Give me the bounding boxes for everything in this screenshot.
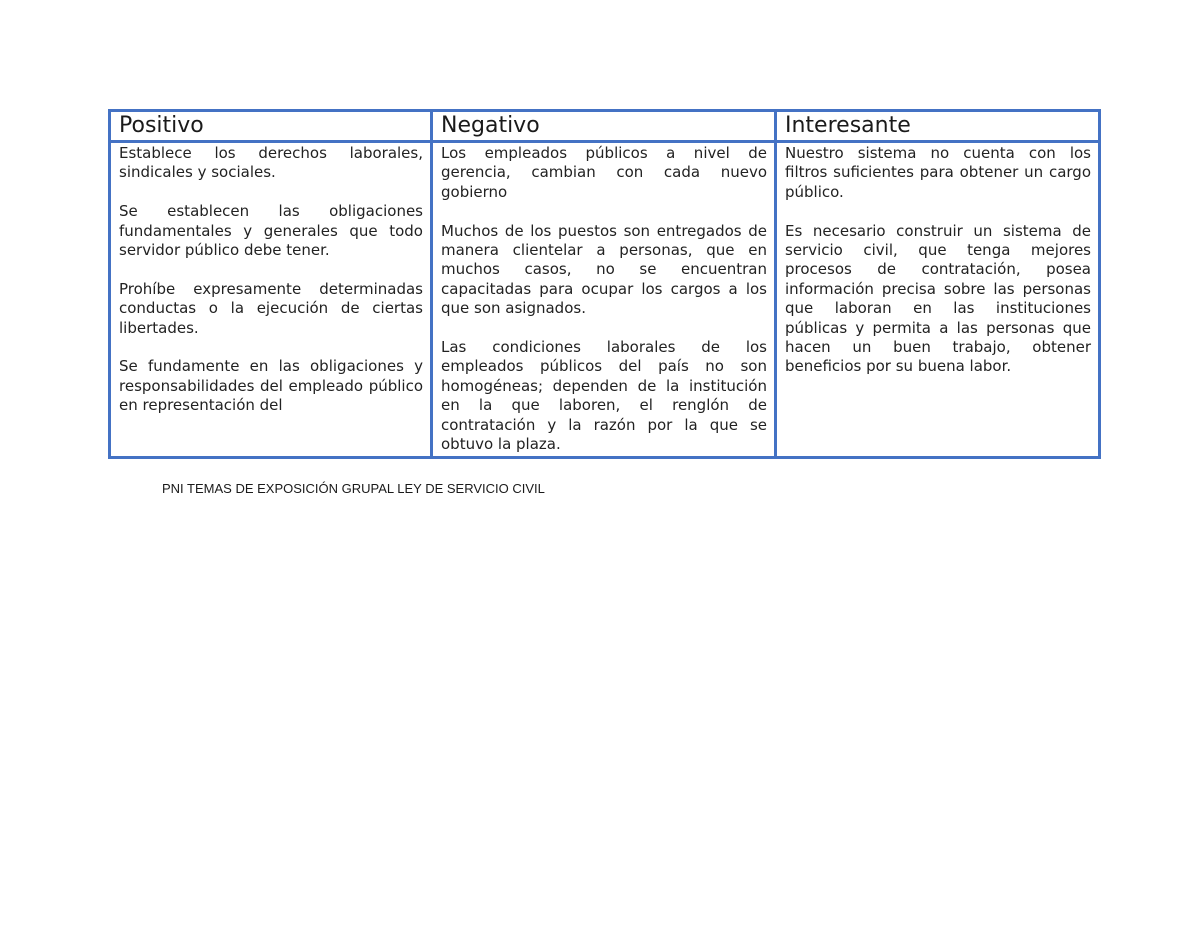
interesante-paragraph: Es necesario construir un sistema de servicio civil, que tenga mejores procesos de contratación, posea información precisa sobre las personas que laboran en las instituciones públicas y permita a las personas que hacen un buen trabajo, obtener beneficios por su buena labor. xyxy=(785,221,1091,376)
header-row xyxy=(110,111,1100,142)
negativo-paragraph: Muchos de los puestos son entregados de manera clientelar a personas, que en muchos casos, no se encuentran capacitadas para ocupar los cargos a los que son asignados. xyxy=(441,221,767,318)
pni-table xyxy=(108,109,1101,459)
positivo-cell xyxy=(110,142,432,458)
header-negativo: Negativo xyxy=(432,111,776,142)
negativo-paragraph: Los empleados públicos a nivel de gerencia, cambian con cada nuevo gobierno xyxy=(441,144,767,201)
interesante-paragraph: Nuestro sistema no cuenta con los filtros suficientes para obtener un cargo público. xyxy=(785,144,1091,201)
positivo-paragraph: Prohíbe expresamente determinadas conductas o la ejecución de ciertas libertades. xyxy=(119,279,423,337)
positivo-paragraph: Se fundamente en las obligaciones y responsabilidades del empleado público en representación del xyxy=(119,357,423,415)
positivo-paragraph: Establece los derechos laborales, sindicales y sociales. xyxy=(119,144,423,182)
interesante-cell xyxy=(776,142,1100,458)
negativo-paragraph: Las condiciones laborales de los empleados públicos del país no son homogéneas; dependen de la institución en la que laboren, el renglón de contratación y la razón por la que se obtuvo la plaza. xyxy=(441,338,767,454)
positivo-paragraph: Se establecen las obligaciones fundamentales y generales que todo servidor público debe tener. xyxy=(119,202,423,260)
negativo-cell xyxy=(432,142,776,458)
content-row xyxy=(110,142,1100,458)
header-interesante: Interesante xyxy=(776,111,1100,142)
document-caption: PNI TEMAS DE EXPOSICIÓN GRUPAL LEY DE SERVICIO CIVIL xyxy=(162,481,545,496)
header-positivo: Positivo xyxy=(110,111,432,142)
